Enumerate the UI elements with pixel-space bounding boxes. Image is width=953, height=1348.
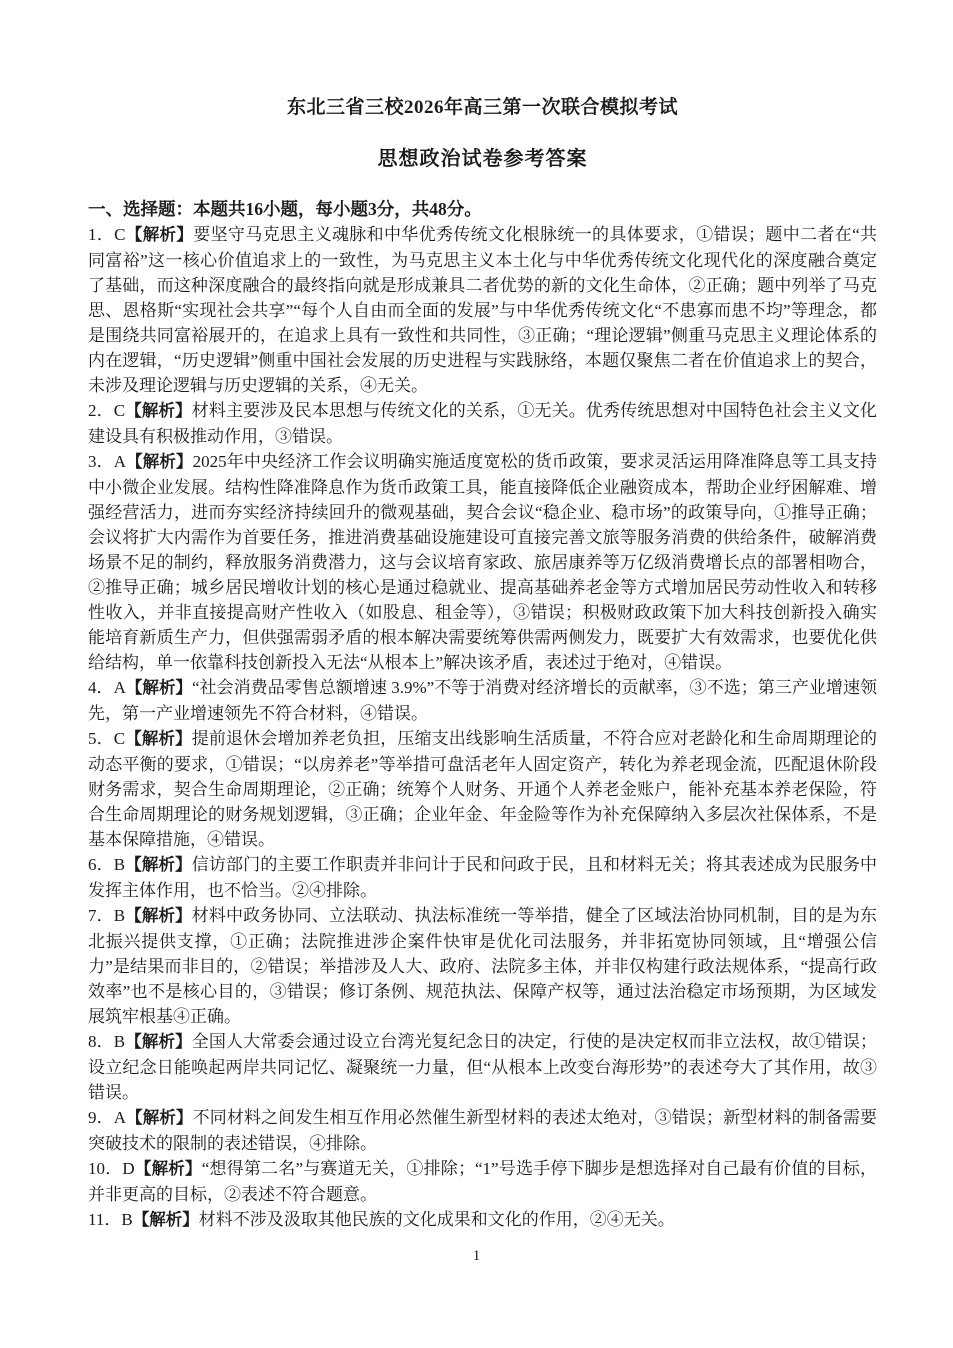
answer-item xyxy=(88,1105,877,1156)
answer-number: 11．B xyxy=(88,1210,133,1229)
answer-explanation: 2025年中央经济工作会议明确实施适度宽松的货币政策，要求灵活运用降准降息等工具支持中小微企业发展。结构性降准降息作为货币政策工具，能直接降低企业融资成本，帮助企业纾困解难、增强经营活力，进而夯实经济持续回升的微观基础，契合会议“稳企业、稳市场”的政策导向，①推导正确；会议将扩大内需作为首要任务，推进消费基础设施建设可直接完善文旅等服务消费的供给条件，破解消费场景不足的制约，释放服务消费潜力，这与会议培育家政、旅居康养等万亿级消费增长点的部署相吻合，②推导正确；城乡居民增收计划的核心是通过稳就业、提高基础养老金等方式增加居民劳动性收入和转移性收入，并非直接提高财产性收入（如股息、租金等），③错误；积极财政政策下加大科技创新投入确实能培育新质生产力，但供强需弱矛盾的根本解决需要统筹供需两侧发力，既要扩大有效需求，也要优化供给结构，单一依靠科技创新投入无法“从根本上”解决该矛盾，表述过于绝对，④错误。 xyxy=(88,452,878,672)
analysis-label: 【解析】 xyxy=(125,402,192,420)
answers-list xyxy=(88,222,877,1233)
analysis-label: 【解析】 xyxy=(126,1109,193,1127)
answer-number: 9．A xyxy=(88,1108,127,1127)
analysis-label: 【解析】 xyxy=(125,907,192,925)
analysis-label: 【解析】 xyxy=(125,679,193,697)
answer-number: 1．C xyxy=(88,225,126,244)
section-heading: 一、选择题：本题共16小题，每小题3分，共48分。 xyxy=(88,199,482,219)
answer-explanation: 要坚守马克思主义魂脉和中华优秀传统文化根脉统一的具体要求，①错误；题中二者在“共同富裕”这一核心价值追求上的一致性，为马克思主义本土化与中华优秀传统文化现代化的深度融合奠定了基础，而这种深度融合的最终指向就是形成兼具二者优势的新的文化生命体，②正确；题中列举了马克思、恩格斯“实现社会共享”“每个人自由而全面的发展”与中华优秀传统文化“不患寡而患不均”等理念，都是围绕共同富裕展开的，在追求上具有一致性和共同性，③正确；“理论逻辑”侧重马克思主义理论体系的内在逻辑，“历史逻辑”侧重中国社会发展的历史进程与实践脉络，本题仅聚焦二者在价值追求上的契合，未涉及理论逻辑与历史逻辑的关系，④无关。 xyxy=(88,225,878,395)
answer-explanation: 信访部门的主要工作职责并非问计于民和问政于民，且和材料无关；将其表述成为民服务中发挥主体作用，也不恰当。②④排除。 xyxy=(88,855,877,900)
answer-number: 10．D xyxy=(88,1159,135,1178)
answer-number: 8．B xyxy=(88,1032,126,1051)
answer-item xyxy=(88,1029,877,1105)
analysis-label: 【解析】 xyxy=(125,1033,192,1051)
answer-explanation: 不同材料之间发生相互作用必然催生新型材料的表述太绝对，③错误；新型材料的制备需要突破技术的限制的表述错误，④排除。 xyxy=(88,1108,878,1153)
answer-item xyxy=(88,1156,877,1207)
answer-number: 7．B xyxy=(88,906,126,925)
answer-item xyxy=(88,852,877,903)
answer-number: 5．C xyxy=(88,729,126,748)
answer-explanation: 材料中政务协同、立法联动、执法标准统一等举措，健全了区域法治协同机制，目的是为东北振兴提供支撑，①正确；法院推进涉企案件快审是优化司法服务，并非拓宽协同领域，且“增强公信力”是结果而非目的，②错误；举措涉及人大、政府、法院多主体，并非仅构建行政法规体系，“提高行政效率”也不是核心目的，③错误；修订条例、规范执法、保障产权等，通过法治稳定市场预期，为区域发展筑牢根基④正确。 xyxy=(88,906,877,1026)
document-title: 东北三省三校2026年高三第一次联合模拟考试 xyxy=(286,97,678,118)
analysis-label: 【解析】 xyxy=(125,226,194,244)
answer-explanation: 材料不涉及汲取其他民族的文化成果和文化的作用，②④无关。 xyxy=(198,1210,675,1229)
answer-explanation: 提前退休会增加养老负担，压缩支出线影响生活质量，不符合应对老龄化和生命周期理论的动态平衡的要求，①错误；“以房养老”等举措可盘活老年人固定资产，转化为养老现金流，匹配退休阶段财务需求，契合生命周期理论，②正确；统筹个人财务、开通个人养老金账户，能补充基本养老保险，符合生命周期理论的财务规划逻辑，③正确；企业年金、年金险等作为补充保障纳入多层次社保体系，不是基本保障措施，④错误。 xyxy=(88,729,877,849)
answer-item xyxy=(88,1207,877,1233)
document-subtitle: 思想政治试卷参考答案 xyxy=(377,148,588,170)
analysis-label: 【解析】 xyxy=(125,856,192,874)
analysis-label: 【解析】 xyxy=(134,1160,202,1178)
page-number: 1 xyxy=(472,1248,481,1264)
answer-number: 3．A xyxy=(88,452,127,471)
answer-item xyxy=(88,449,877,675)
answer-explanation: 全国人大常委会通过设立台湾光复纪念日的决定，行使的是决定权而非立法权，故①错误；设立纪念日能唤起两岸共同记忆、凝聚统一力量，但“从根本上改变台海形势”的表述夸大了其作用，故③错误。 xyxy=(88,1032,877,1102)
answer-item xyxy=(88,726,877,852)
answer-number: 2．C xyxy=(88,401,126,420)
answer-number: 6．B xyxy=(88,855,126,874)
answer-item xyxy=(88,675,877,726)
answer-number: 4．A xyxy=(88,678,126,697)
answer-item xyxy=(88,222,877,398)
answer-explanation: “想得第二名”与赛道无关，①排除；“1”号选手停下脚步是想选择对自己最有价值的目标，并非更高的目标，②表述不符合题意。 xyxy=(88,1159,878,1204)
answer-explanation: “社会消费品零售总额增速 3.9%”不等于消费对经济增长的贡献率，③不选；第三产业增速领先，第一产业增速领先不符合材料，④错误。 xyxy=(88,678,877,723)
analysis-label: 【解析】 xyxy=(132,1211,199,1229)
answer-item xyxy=(88,903,877,1029)
analysis-label: 【解析】 xyxy=(126,453,193,471)
answer-explanation: 材料主要涉及民本思想与传统文化的关系，①无关。优秀传统思想对中国特色社会主义文化建设具有积极推动作用，③错误。 xyxy=(88,401,877,446)
analysis-label: 【解析】 xyxy=(125,730,192,748)
answer-item xyxy=(88,398,877,449)
